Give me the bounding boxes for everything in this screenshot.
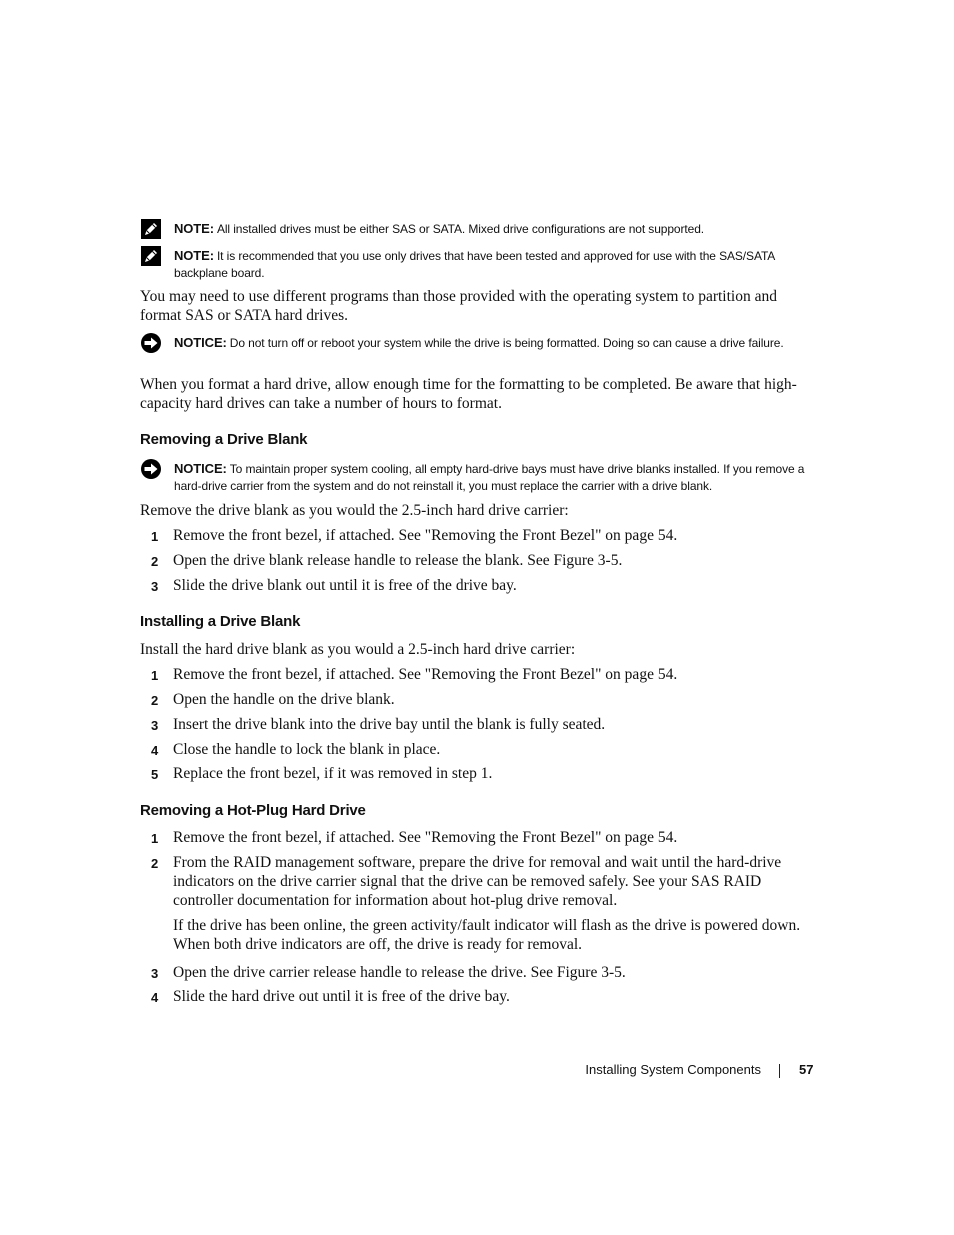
footer-chapter: Installing System Components bbox=[585, 1062, 761, 1077]
step-text: Open the drive carrier release handle to release the drive. See Figure 3-5. bbox=[173, 964, 626, 981]
step-text: Replace the front bezel, if it was removed in step 1. bbox=[173, 765, 493, 782]
list-item bbox=[140, 764, 820, 783]
note-pencil-icon bbox=[140, 245, 162, 267]
section-heading: Installing a Drive Blank bbox=[140, 613, 301, 630]
notice-box bbox=[140, 334, 816, 352]
step-number: 1 bbox=[151, 668, 159, 683]
step-number: 3 bbox=[151, 579, 159, 594]
list-item bbox=[140, 987, 820, 1006]
notice-arrow-icon bbox=[140, 458, 162, 480]
page-number: 57 bbox=[799, 1062, 814, 1077]
note-box bbox=[140, 220, 816, 238]
section-intro: Remove the drive blank as you would the 2.5-inch hard drive carrier: bbox=[140, 502, 569, 519]
step-number: 5 bbox=[151, 767, 159, 782]
paragraph: You may need to use different programs than those provided with the operating system to partition and format SAS or SATA hard drives. bbox=[140, 288, 777, 324]
section-heading: Removing a Hot-Plug Hard Drive bbox=[140, 802, 366, 819]
list-item bbox=[140, 665, 820, 684]
step-number: 2 bbox=[151, 856, 159, 871]
note-text: It is recommended that you use only drives that have been tested and approved for use with the SAS/SATA backplane board. bbox=[174, 249, 775, 280]
notice-text: To maintain proper system cooling, all empty hard-drive bays must have drive blanks installed. If you remove a hard-drive carrier from the system and do not reinstall it, you must replace the carrier with a drive blank. bbox=[174, 462, 805, 493]
step-text: Remove the front bezel, if attached. See "Removing the Front Bezel" on page 54. bbox=[173, 666, 678, 683]
notice-text: Do not turn off or reboot your system while the drive is being formatted. Doing so can cause a drive failure. bbox=[229, 336, 784, 350]
notice-label: NOTICE: bbox=[174, 335, 227, 350]
section-intro: Install the hard drive blank as you would a 2.5-inch hard drive carrier: bbox=[140, 641, 576, 658]
step-number: 4 bbox=[151, 990, 159, 1005]
step-number: 1 bbox=[151, 529, 159, 544]
step-number: 3 bbox=[151, 718, 159, 733]
step-text: Open the handle on the drive blank. bbox=[173, 691, 395, 708]
list-item bbox=[140, 828, 820, 847]
step-text: Open the drive blank release handle to release the blank. See Figure 3-5. bbox=[173, 552, 623, 569]
list-item bbox=[140, 526, 820, 545]
list-item bbox=[140, 690, 820, 709]
step-extra-text: If the drive has been online, the green activity/fault indicator will flash as the drive is powered down. When both drive indicators are off, the drive is ready for removal. bbox=[173, 917, 801, 953]
paragraph: When you format a hard drive, allow enough time for the formatting to be completed. Be aware that high-capacity hard drives can take a number of hours to format. bbox=[140, 376, 797, 412]
step-text: Remove the front bezel, if attached. See "Removing the Front Bezel" on page 54. bbox=[173, 829, 678, 846]
step-number: 2 bbox=[151, 554, 159, 569]
section-heading: Removing a Drive Blank bbox=[140, 431, 308, 448]
note-label: NOTE: bbox=[174, 221, 214, 236]
list-item bbox=[140, 715, 820, 734]
step-text: Remove the front bezel, if attached. See "Removing the Front Bezel" on page 54. bbox=[173, 527, 678, 544]
step-text: Slide the drive blank out until it is free of the drive bay. bbox=[173, 577, 517, 594]
list-item bbox=[140, 963, 820, 982]
step-text: Insert the drive blank into the drive bay until the blank is fully seated. bbox=[173, 716, 606, 733]
step-text: Slide the hard drive out until it is free of the drive bay. bbox=[173, 988, 510, 1005]
note-label: NOTE: bbox=[174, 248, 214, 263]
list-item bbox=[140, 551, 820, 570]
step-text: From the RAID management software, prepare the drive for removal and wait until the hard-drive indicators on the drive carrier signal that the drive can be removed safely. See your SAS RAID controller documentation for information about hot-plug drive removal. bbox=[173, 854, 782, 909]
note-pencil-icon bbox=[140, 218, 162, 240]
step-number: 3 bbox=[151, 966, 159, 981]
list-item-continuation bbox=[140, 916, 820, 954]
step-text: Close the handle to lock the blank in place. bbox=[173, 741, 441, 758]
footer-divider bbox=[779, 1064, 780, 1078]
note-box bbox=[140, 247, 816, 282]
step-number: 4 bbox=[151, 743, 159, 758]
list-item bbox=[140, 740, 820, 759]
step-number: 1 bbox=[151, 831, 159, 846]
notice-box bbox=[140, 460, 816, 495]
list-item bbox=[140, 853, 820, 910]
notice-label: NOTICE: bbox=[174, 461, 227, 476]
list-item bbox=[140, 576, 820, 595]
step-number: 2 bbox=[151, 693, 159, 708]
note-text: All installed drives must be either SAS or SATA. Mixed drive configurations are not supported. bbox=[216, 222, 705, 236]
notice-arrow-icon bbox=[140, 332, 162, 354]
